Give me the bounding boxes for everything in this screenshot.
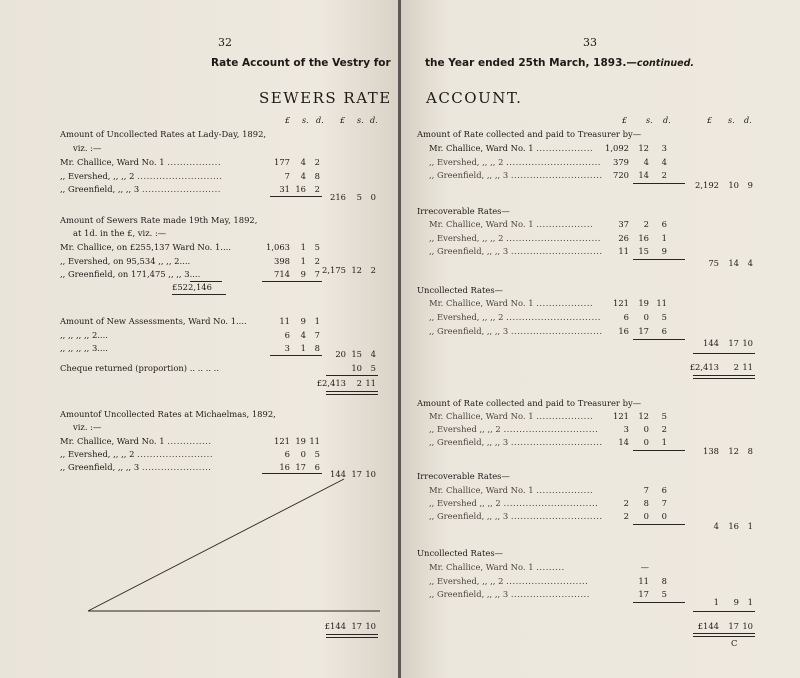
amount-pence: 5 bbox=[314, 449, 320, 459]
amount-pence: 2 bbox=[314, 157, 320, 167]
double-rule bbox=[693, 633, 755, 637]
amount-pounds: 31 bbox=[279, 184, 290, 194]
total-rule bbox=[693, 353, 755, 354]
amount-shillings: 17 bbox=[351, 621, 362, 631]
amount-shillings: 1 bbox=[300, 256, 306, 266]
amount-shillings: 8 bbox=[643, 498, 649, 508]
amount-shillings: 0 bbox=[643, 437, 649, 447]
amount-shillings: 7 bbox=[643, 485, 649, 495]
double-rule bbox=[693, 375, 755, 379]
amount-shillings: 17 bbox=[638, 326, 649, 336]
amount-pounds: 379 bbox=[613, 157, 629, 167]
amount-pounds: 20 bbox=[335, 349, 346, 359]
amount-pounds: 1,092 bbox=[605, 143, 629, 153]
col-head-pound: £ bbox=[340, 116, 346, 125]
amount-pounds: 398 bbox=[274, 256, 290, 266]
amount-shillings: 1 bbox=[300, 242, 306, 252]
amount-shillings: 0 bbox=[643, 424, 649, 434]
amount-pounds: 2,175 bbox=[322, 265, 346, 275]
amount-pence: 7 bbox=[661, 498, 667, 508]
row-label: ,, Greenfield, ,, ,, 3 bbox=[60, 184, 140, 194]
col-head-shilling: s. bbox=[357, 116, 364, 125]
amount-shillings: 14 bbox=[638, 170, 649, 180]
amount-shillings: 10 bbox=[728, 180, 739, 190]
section-title: Irrecoverable Rates— bbox=[417, 206, 510, 216]
amount-pounds: 138 bbox=[703, 446, 719, 456]
amount-pounds: 16 bbox=[618, 326, 629, 336]
amount-pence: 2 bbox=[661, 170, 667, 180]
amount-pounds: 121 bbox=[613, 298, 629, 308]
amount-pence: 9 bbox=[747, 180, 753, 190]
amount-pounds: 121 bbox=[274, 436, 290, 446]
amount-pounds: 4 bbox=[713, 521, 719, 531]
amount-shillings: 14 bbox=[728, 258, 739, 268]
leader-dots: .................. bbox=[536, 485, 594, 495]
section-title: Amount of Rate collected and paid to Treasurer by— bbox=[417, 398, 642, 408]
section-title: Irrecoverable Rates— bbox=[417, 471, 510, 481]
leader-dots: ............................. bbox=[510, 326, 603, 336]
col-head-pound: £ bbox=[622, 116, 628, 125]
leader-dots: ............................. bbox=[510, 511, 603, 521]
leader-dots: ............................. bbox=[510, 170, 603, 180]
amount-pounds: £2,413 bbox=[689, 362, 719, 372]
amount-shillings: 12 bbox=[351, 265, 362, 275]
cancellation-diagonal bbox=[0, 0, 399, 678]
section-title: Amount of Rate collected and paid to Treasurer by— bbox=[417, 129, 642, 139]
amount-pounds: 714 bbox=[274, 269, 290, 279]
leader-dots: .............................. bbox=[506, 157, 601, 167]
col-head-pence: d. bbox=[370, 116, 378, 125]
row-label: ,, Evershed, ,, ,, 2 bbox=[429, 312, 504, 322]
col-head-pound: £ bbox=[707, 116, 713, 125]
leader-dots: ...................... bbox=[141, 462, 212, 472]
amount-pounds: 37 bbox=[618, 219, 629, 229]
leader-dots: .............................. bbox=[503, 424, 599, 434]
leader-dots: ............................. bbox=[510, 246, 603, 256]
leader-dots: .............................. bbox=[503, 498, 599, 508]
amount-pence: 11 bbox=[656, 298, 667, 308]
row-label: Mr. Challice, Ward No. 1 bbox=[429, 219, 534, 229]
amount-pence: 4 bbox=[661, 157, 667, 167]
amount-pence: 6 bbox=[661, 219, 667, 229]
leader-dots: .................. bbox=[536, 219, 594, 229]
amount-shillings: 1 bbox=[300, 343, 306, 353]
amount-shillings: 0 bbox=[300, 449, 306, 459]
amount-shillings: 0 bbox=[643, 511, 649, 521]
amount-pounds: 2 bbox=[623, 511, 629, 521]
amount-pounds: £2,413 bbox=[316, 378, 346, 388]
amount-shillings: 16 bbox=[728, 521, 739, 531]
amount-shillings: 17 bbox=[351, 469, 362, 479]
row-label: ,, Evershed, ,, ,, 2 bbox=[429, 576, 504, 586]
amount-shillings: 19 bbox=[638, 298, 649, 308]
double-rule bbox=[326, 634, 378, 638]
amount-pounds: 2,192 bbox=[695, 180, 719, 190]
amount-pence: 2 bbox=[370, 265, 376, 275]
section-title: Amount of Sewers Rate made 19th May, 1892, bbox=[60, 215, 258, 225]
leader-dots: .............. bbox=[167, 436, 212, 446]
section-title: Uncollected Rates— bbox=[417, 548, 504, 558]
amount-pence: 11 bbox=[309, 436, 320, 446]
amount-shillings: 12 bbox=[728, 446, 739, 456]
amount-pence: 11 bbox=[365, 378, 376, 388]
amount-pence: 8 bbox=[314, 171, 320, 181]
amount-pence: 10 bbox=[365, 469, 376, 479]
row-label: ,, Greenfield, ,, ,, 3 bbox=[429, 511, 509, 521]
col-head-shilling: s. bbox=[302, 116, 309, 125]
subtotal-rule bbox=[633, 339, 685, 340]
amount-shillings: 15 bbox=[351, 349, 362, 359]
amount-shillings: 17 bbox=[638, 589, 649, 599]
amount-pounds: 720 bbox=[613, 170, 629, 180]
amount-shillings: 15 bbox=[638, 246, 649, 256]
amount-shillings: 9 bbox=[300, 269, 306, 279]
amount-pounds: £144 bbox=[697, 621, 719, 631]
amount-pence: 3 bbox=[661, 143, 667, 153]
running-head-main: the Year ended 25th March, 1893.— bbox=[425, 57, 637, 69]
row-label: Mr. Challice, Ward No. 1 bbox=[429, 143, 534, 153]
section-title: Amount of Uncollected Rates at Lady-Day, 1892, bbox=[60, 129, 267, 139]
amount-shillings: 4 bbox=[300, 171, 306, 181]
row-label: ,, Evershed, on 95,534 ,, ,, 2.... bbox=[60, 256, 191, 266]
amount-pounds: 6 bbox=[623, 312, 629, 322]
right-page bbox=[401, 0, 800, 678]
amount-pence: 7 bbox=[314, 269, 320, 279]
amount-pounds: 14 bbox=[618, 437, 629, 447]
amount-shillings: 10 bbox=[351, 363, 362, 373]
subtotal-rule bbox=[633, 602, 685, 603]
amount-pence: 2 bbox=[314, 184, 320, 194]
amount-pence: 1 bbox=[747, 521, 753, 531]
amount-pence: 8 bbox=[661, 576, 667, 586]
amount-shillings: 11 bbox=[638, 576, 649, 586]
section-title: Amountof Uncollected Rates at Michaelmas, 1892, bbox=[60, 409, 276, 419]
amount-pounds: 7 bbox=[284, 171, 290, 181]
amount-shillings: 17 bbox=[728, 621, 739, 631]
amount-pence: 5 bbox=[370, 363, 376, 373]
subtotal-rule bbox=[633, 450, 685, 451]
amount-pence: 2 bbox=[314, 256, 320, 266]
amount-shillings: 12 bbox=[638, 143, 649, 153]
amount-pounds: £144 bbox=[324, 621, 346, 631]
col-head-pence: d. bbox=[663, 116, 671, 125]
amount-pounds: 144 bbox=[703, 338, 719, 348]
amount-shillings: 2 bbox=[356, 378, 362, 388]
amount-shillings: 2 bbox=[643, 219, 649, 229]
row-label: ,, Greenfield, ,, ,, 3 bbox=[429, 246, 509, 256]
amount-pence: 6 bbox=[314, 462, 320, 472]
title-account: ACCOUNT. bbox=[426, 89, 523, 107]
leader-dots: ......... bbox=[536, 562, 565, 572]
row-label: ,, Evershed, ,, ,, 2 bbox=[429, 157, 504, 167]
row-label: ,, Greenfield, ,, ,, 3 bbox=[60, 462, 140, 472]
amount-shillings: 5 bbox=[356, 192, 362, 202]
row-label: Mr. Challice, Ward No. 1 bbox=[429, 485, 534, 495]
col-head-pence: d. bbox=[316, 116, 324, 125]
amount-shillings: 4 bbox=[300, 330, 306, 340]
section-title: Uncollected Rates— bbox=[417, 285, 504, 295]
amount-shillings: 9 bbox=[733, 597, 739, 607]
amount-pence: 1 bbox=[661, 233, 667, 243]
amount-pence: 4 bbox=[747, 258, 753, 268]
amount-shillings: 9 bbox=[300, 316, 306, 326]
amount-shillings: 17 bbox=[728, 338, 739, 348]
row-label: ,, Greenfield, on 171,475 ,, ,, 3.... bbox=[60, 269, 201, 279]
leader-dots: .............................. bbox=[506, 233, 601, 243]
row-label: ,, ,, ,, ,, 3.... bbox=[60, 343, 108, 353]
amount-shillings: — bbox=[640, 562, 649, 572]
amount-pence: 10 bbox=[742, 338, 753, 348]
row-label: Mr. Challice, Ward No. 1 bbox=[429, 562, 534, 572]
row-label: ,, Greenfield, ,, ,, 3 bbox=[429, 170, 509, 180]
rateable-value-total: £522,146 bbox=[172, 282, 212, 292]
subtotal-rule bbox=[633, 183, 685, 184]
leader-dots: ............................. bbox=[510, 437, 603, 447]
col-head-shilling: s. bbox=[646, 116, 653, 125]
running-head-left: Rate Account of the Vestry for bbox=[211, 57, 391, 69]
row-label: Cheque returned (proportion) .. .. .. .. bbox=[60, 363, 220, 373]
amount-pence: 8 bbox=[314, 343, 320, 353]
row-label: Mr. Challice, Ward No. 1 bbox=[60, 157, 165, 167]
subtotal-rule bbox=[633, 524, 685, 525]
amount-pounds: 26 bbox=[618, 233, 629, 243]
row-label: ,, Evershed, ,, ,, 2 bbox=[429, 233, 504, 243]
section-subtitle: viz. :— bbox=[73, 143, 102, 153]
amount-pounds: 1,063 bbox=[266, 242, 290, 252]
row-label: Mr. Challice, Ward No. 1 bbox=[429, 298, 534, 308]
amount-shillings: 12 bbox=[638, 411, 649, 421]
leader-dots: ................. bbox=[167, 157, 221, 167]
amount-shillings: 4 bbox=[300, 157, 306, 167]
amount-pounds: 144 bbox=[330, 469, 346, 479]
amount-pence: 0 bbox=[370, 192, 376, 202]
amount-shillings: 17 bbox=[295, 462, 306, 472]
amount-pence: 10 bbox=[365, 621, 376, 631]
page-number-left: 32 bbox=[218, 36, 232, 49]
amount-pounds: 6 bbox=[284, 449, 290, 459]
running-head-continued: continued. bbox=[636, 58, 694, 69]
leader-dots: ........................... bbox=[137, 171, 223, 181]
row-label: ,, Greenfield, ,, ,, 3 bbox=[429, 326, 509, 336]
amount-pence: 4 bbox=[370, 349, 376, 359]
row-label: ,, Greenfield, ,, ,, 3 bbox=[429, 437, 509, 447]
amount-pounds: 75 bbox=[708, 258, 719, 268]
row-label: Mr. Challice, on £255,137 Ward No. 1.... bbox=[60, 242, 231, 252]
section-subtitle: at 1d. in the £, viz. :— bbox=[73, 228, 167, 238]
amount-pounds: 177 bbox=[274, 157, 290, 167]
total-rule bbox=[693, 611, 755, 612]
leader-dots: .................. bbox=[536, 143, 594, 153]
row-label: Amount of New Assessments, Ward No. 1.... bbox=[60, 316, 247, 326]
amount-pounds: 2 bbox=[623, 498, 629, 508]
amount-pounds: 1 bbox=[713, 597, 719, 607]
signature-mark: C bbox=[731, 638, 738, 648]
amount-shillings: 4 bbox=[643, 157, 649, 167]
leader-dots: ......................... bbox=[510, 589, 590, 599]
amount-pence: 6 bbox=[661, 326, 667, 336]
amount-pence: 2 bbox=[661, 424, 667, 434]
amount-pence: 1 bbox=[314, 316, 320, 326]
row-label: ,, Evershed, ,, ,, 2 bbox=[60, 171, 135, 181]
section-subtitle: viz. :— bbox=[73, 422, 102, 432]
amount-pence: 5 bbox=[661, 411, 667, 421]
amount-pence: 8 bbox=[747, 446, 753, 456]
col-head-pence: d. bbox=[744, 116, 752, 125]
amount-shillings: 19 bbox=[295, 436, 306, 446]
amount-pence: 6 bbox=[661, 485, 667, 495]
left-page bbox=[0, 0, 399, 678]
amount-shillings: 16 bbox=[638, 233, 649, 243]
leader-dots: ......................... bbox=[141, 184, 221, 194]
page-number-right: 33 bbox=[583, 36, 597, 49]
row-label: ,, Evershed, ,, ,, 2 bbox=[60, 449, 135, 459]
leader-dots: ........................ bbox=[137, 449, 214, 459]
title-sewers-rate: SEWERS RATE bbox=[259, 89, 392, 107]
row-label: Mr. Challice, Ward No. 1 bbox=[60, 436, 165, 446]
row-label: Mr. Challice, Ward No. 1 bbox=[429, 411, 534, 421]
amount-pounds: 3 bbox=[623, 424, 629, 434]
row-label: ,, Evershed ,, ,, 2 bbox=[429, 424, 501, 434]
amount-pence: 1 bbox=[661, 437, 667, 447]
amount-pence: 9 bbox=[661, 246, 667, 256]
amount-pence: 7 bbox=[314, 330, 320, 340]
amount-pence: 10 bbox=[742, 621, 753, 631]
leader-dots: .............................. bbox=[506, 312, 601, 322]
amount-shillings: 16 bbox=[295, 184, 306, 194]
amount-pence: 5 bbox=[661, 589, 667, 599]
amount-pounds: 216 bbox=[330, 192, 346, 202]
amount-pounds: 121 bbox=[613, 411, 629, 421]
leader-dots: .................. bbox=[536, 411, 594, 421]
leader-dots: .......................... bbox=[506, 576, 589, 586]
amount-pounds: 6 bbox=[284, 330, 290, 340]
leader-dots: .................. bbox=[536, 298, 594, 308]
amount-pence: 0 bbox=[661, 511, 667, 521]
amount-pounds: 16 bbox=[279, 462, 290, 472]
amount-shillings: 2 bbox=[733, 362, 739, 372]
amount-pence: 11 bbox=[742, 362, 753, 372]
running-head-right bbox=[425, 57, 694, 69]
amount-pounds: 11 bbox=[618, 246, 629, 256]
row-label: ,, Evershed ,, ,, 2 bbox=[429, 498, 501, 508]
col-head-shilling: s. bbox=[728, 116, 735, 125]
subtotal-rule bbox=[633, 259, 685, 260]
amount-shillings: 0 bbox=[643, 312, 649, 322]
amount-pounds: 11 bbox=[279, 316, 290, 326]
amount-pounds: 3 bbox=[284, 343, 290, 353]
row-label: ,, ,, ,, ,, 2.... bbox=[60, 330, 108, 340]
col-head-pound: £ bbox=[285, 116, 291, 125]
amount-pence: 5 bbox=[661, 312, 667, 322]
row-label: ,, Greenfield, ,, ,, 3 bbox=[429, 589, 509, 599]
amount-pence: 5 bbox=[314, 242, 320, 252]
amount-pence: 1 bbox=[747, 597, 753, 607]
